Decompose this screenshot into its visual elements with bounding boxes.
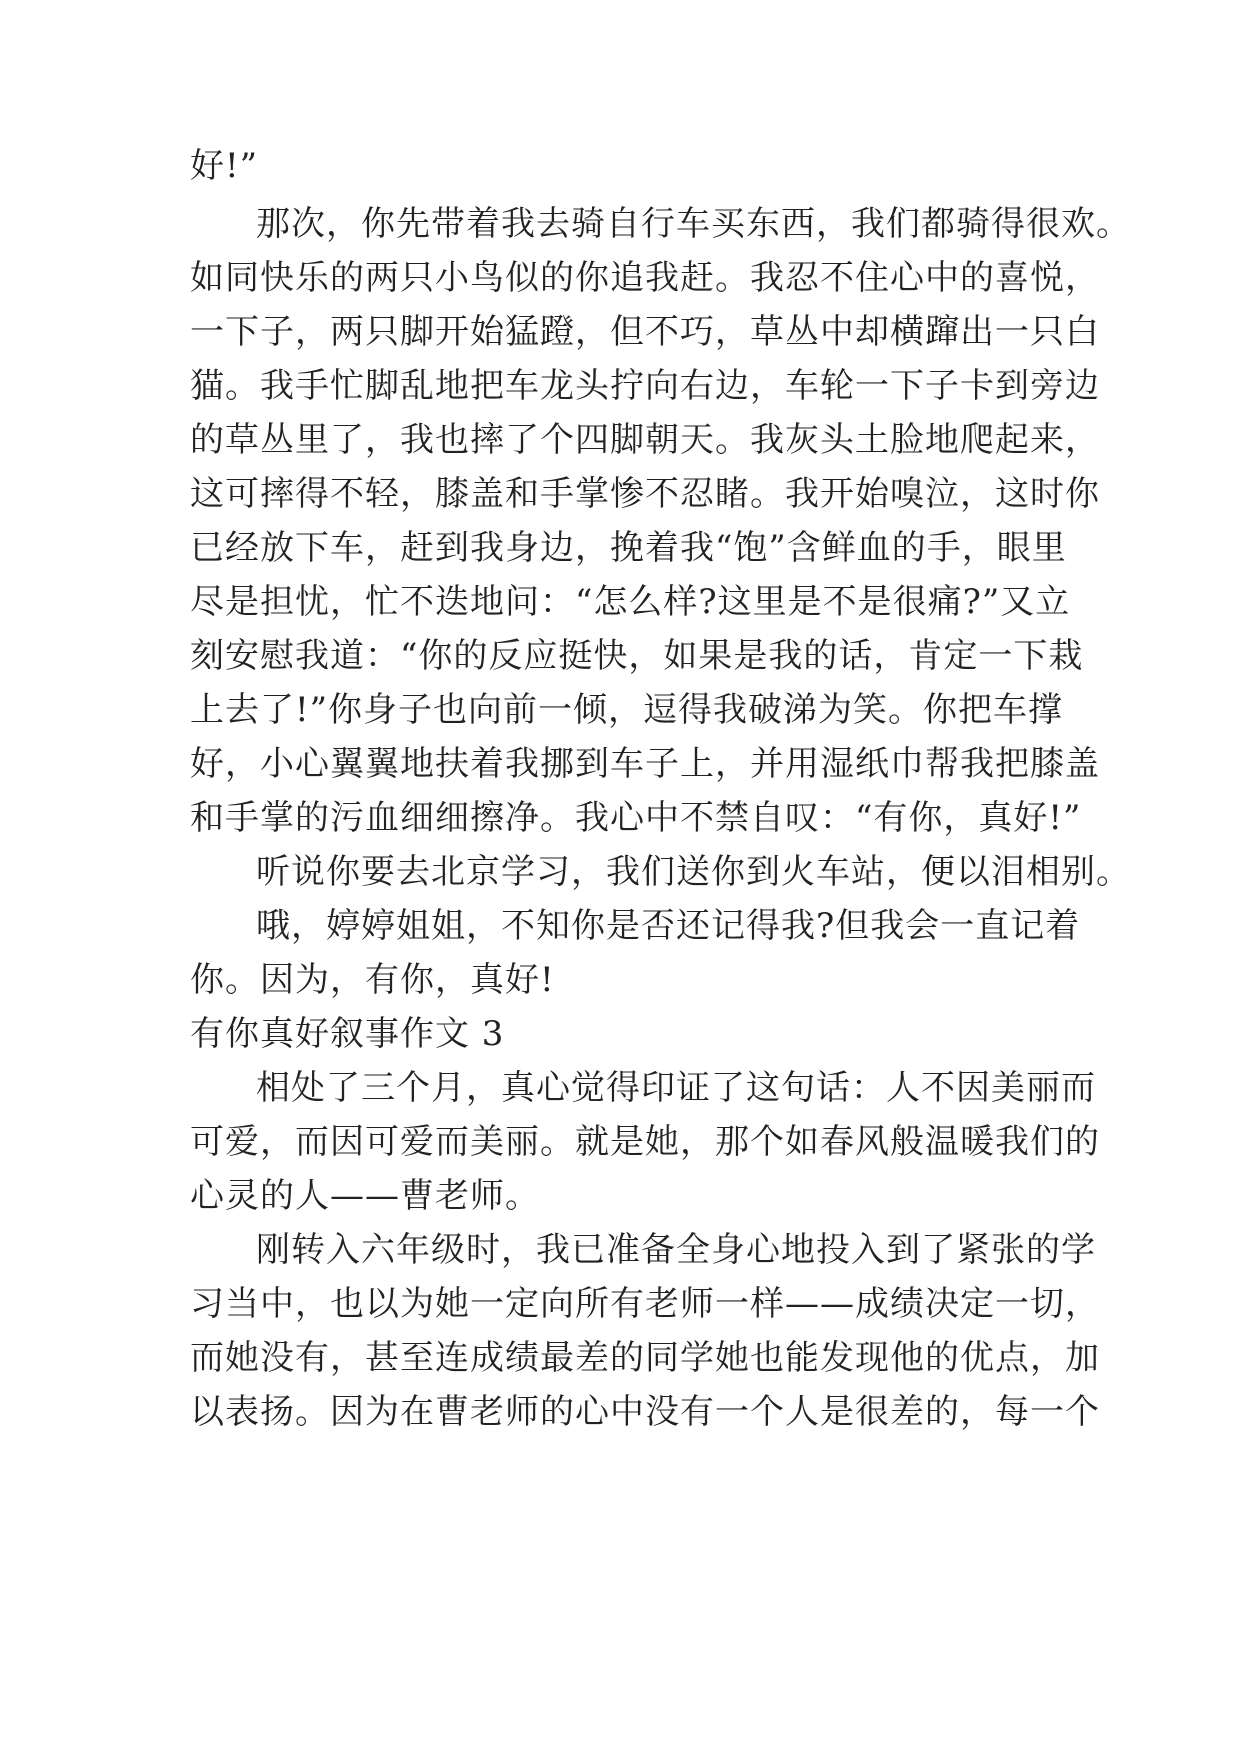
paragraph-first-line: 刚转入六年级时，我已准备全身心地投入到了紧张的学: [256, 1230, 1096, 1270]
text-line: 和手掌的污血细细擦净。我心中不禁自叹：“有你，真好!”: [190, 798, 1082, 838]
text-line: 心灵的人——曹老师。: [190, 1176, 540, 1216]
text-line: 好!”: [190, 146, 259, 186]
text-line: 的草丛里了，我也摔了个四脚朝天。我灰头土脸地爬起来，: [190, 420, 1100, 460]
text-line: 这可摔得不轻，膝盖和手掌惨不忍睹。我开始嗅泣，这时你: [190, 474, 1100, 514]
text-line: 习当中，也以为她一定向所有老师一样——成绩决定一切，: [190, 1284, 1100, 1324]
text-line: 已经放下车，赶到我身边，挽着我“饱”含鲜血的手，眼里: [190, 528, 1067, 568]
text-line: 刻安慰我道：“你的反应挺快，如果是我的话，肯定一下栽: [190, 636, 1084, 676]
text-line: 你。因为，有你，真好!: [190, 960, 555, 1000]
text-line: 如同快乐的两只小鸟似的你追我赶。我忍不住心中的喜悦，: [190, 258, 1100, 298]
paragraph-first-line: 相处了三个月，真心觉得印证了这句话：人不因美丽而: [256, 1068, 1096, 1108]
text-line: 可爱，而因可爱而美丽。就是她，那个如春风般温暖我们的: [190, 1122, 1100, 1162]
paragraph-first-line: 那次，你先带着我去骑自行车买东西，我们都骑得很欢。: [256, 204, 1131, 244]
text-line: 猫。我手忙脚乱地把车龙头拧向右边，车轮一下子卡到旁边: [190, 366, 1100, 406]
text-line: 而她没有，甚至连成绩最差的同学她也能发现他的优点，加: [190, 1338, 1100, 1378]
text-line: 以表扬。因为在曹老师的心中没有一个人是很差的，每一个: [190, 1392, 1100, 1432]
paragraph-first-line: 哦，婷婷姐姐，不知你是否还记得我?但我会一直记着: [256, 906, 1081, 946]
text-line: 上去了!”你身子也向前一倾，逗得我破涕为笑。你把车撑: [190, 690, 1064, 730]
text-line: 好，小心翼翼地扶着我挪到车子上，并用湿纸巾帮我把膝盖: [190, 744, 1100, 784]
text-line: 尽是担忧，忙不迭地问：“怎么样?这里是不是很痛?”又立: [190, 582, 1071, 622]
section-heading: 有你真好叙事作文 3: [190, 1014, 505, 1054]
text-line: 一下子，两只脚开始猛蹬，但不巧，草丛中却横蹿出一只白: [190, 312, 1100, 352]
paragraph-first-line: 听说你要去北京学习，我们送你到火车站，便以泪相别。: [256, 852, 1131, 892]
